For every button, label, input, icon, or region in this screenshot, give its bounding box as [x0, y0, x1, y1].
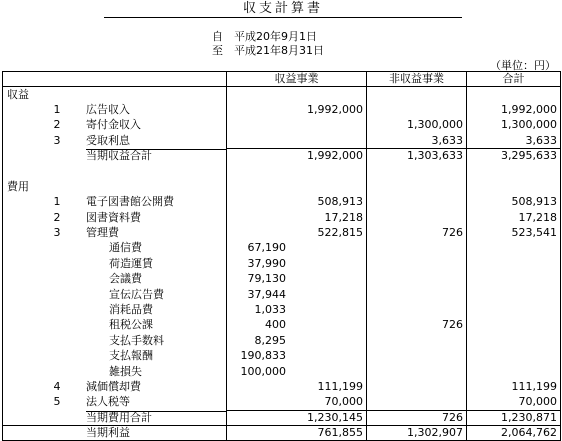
label-cell — [3, 241, 286, 256]
sub-item-amount: 79,130 — [247, 272, 286, 286]
empty-cell — [367, 87, 467, 102]
nonprofit-amount: 1,300,000 — [367, 118, 467, 133]
label-cell — [3, 87, 227, 102]
sub-item-name: 荷造運賃 — [109, 256, 153, 270]
total-name: 当期利益 — [86, 426, 130, 440]
sub-item-amount: 100,000 — [240, 364, 286, 378]
nonprofit-amount — [367, 195, 467, 210]
nonprofit-amount — [367, 349, 467, 364]
from-label: 自 — [212, 30, 223, 43]
profit-amount — [227, 133, 367, 148]
label-cell — [3, 364, 286, 379]
total-amount: 70,000 — [467, 395, 561, 410]
item-number: 1 — [53, 102, 61, 116]
line-item-row — [3, 210, 561, 225]
total-amount: 523,541 — [467, 225, 561, 240]
column-header-profit: 収益事業 — [227, 72, 367, 87]
empty-cell — [467, 302, 561, 317]
total-amount: 2,064,762 — [467, 425, 561, 440]
item-number: 4 — [53, 380, 61, 393]
profit-amount: 1,230,145 — [227, 410, 367, 425]
line-item-row — [3, 118, 561, 133]
period-to — [212, 44, 324, 58]
sub-item-amount: 8,295 — [254, 333, 286, 347]
total-amount: 111,199 — [467, 379, 561, 394]
nonprofit-amount — [367, 272, 467, 287]
sub-item-row — [3, 364, 561, 379]
profit-amount: 508,913 — [227, 195, 367, 210]
column-header-row — [3, 72, 561, 87]
sub-item-row — [3, 349, 561, 364]
item-number: 2 — [53, 210, 61, 224]
from-date: 平成20年9月1日 — [234, 30, 317, 43]
label-cell — [3, 318, 286, 333]
empty-cell — [467, 164, 561, 179]
empty-cell — [367, 179, 467, 194]
revenue-section-row — [3, 87, 561, 102]
nonprofit-amount: 726 — [367, 410, 467, 425]
empty-cell — [227, 87, 367, 102]
net-income-row — [3, 425, 561, 440]
sub-item-row — [3, 272, 561, 287]
total-name: 当期収益合計 — [86, 149, 152, 163]
nonprofit-amount — [367, 302, 467, 317]
label-cell — [3, 410, 227, 425]
nonprofit-amount — [367, 379, 467, 394]
label-cell — [3, 210, 227, 225]
total-amount: 3,633 — [467, 133, 561, 148]
item-name: 電子図書館公開費 — [86, 195, 174, 209]
nonprofit-amount — [367, 364, 467, 379]
empty-cell — [467, 179, 561, 194]
sub-item-name: 会議費 — [109, 272, 142, 286]
empty-cell — [467, 349, 561, 364]
item-name: 寄付金収入 — [86, 118, 141, 132]
item-name: 受取利息 — [86, 133, 130, 147]
revenue-subtotal-row — [3, 148, 561, 163]
nonprofit-amount — [367, 333, 467, 348]
label-cell — [3, 195, 227, 210]
label-cell — [3, 349, 286, 364]
label-cell — [3, 133, 227, 148]
total-amount: 1,300,000 — [467, 118, 561, 133]
label-cell — [3, 164, 227, 179]
sub-item-amount: 190,833 — [240, 349, 286, 363]
label-cell — [3, 395, 227, 410]
label-cell — [3, 179, 227, 194]
empty-cell — [467, 241, 561, 256]
line-item-row — [3, 225, 561, 240]
line-item-row — [3, 395, 561, 410]
label-cell — [3, 379, 227, 394]
to-label: 至 — [212, 44, 223, 57]
empty-cell — [467, 333, 561, 348]
profit-amount: 761,855 — [227, 425, 367, 440]
item-number: 3 — [53, 226, 61, 240]
statement-table — [2, 71, 561, 441]
nonprofit-amount — [367, 210, 467, 225]
item-name: 広告収入 — [86, 102, 130, 116]
nonprofit-amount: 3,633 — [367, 133, 467, 148]
nonprofit-amount: 1,303,633 — [367, 148, 467, 163]
profit-amount: 111,199 — [227, 379, 367, 394]
item-number: 5 — [53, 395, 61, 409]
total-name: 当期費用合計 — [86, 410, 152, 424]
sub-item-row — [3, 333, 561, 348]
sub-item-row — [3, 241, 561, 256]
profit-amount — [227, 118, 367, 133]
sub-item-name: 通信費 — [109, 241, 142, 255]
revenue-section-label: 収益 — [7, 87, 29, 101]
sub-item-name: 雑損失 — [109, 364, 142, 378]
to-date: 平成21年8月31日 — [234, 44, 324, 57]
sub-item-name: 租税公課 — [109, 318, 153, 332]
item-name: 管理費 — [86, 226, 119, 240]
item-number: 2 — [53, 118, 61, 132]
sub-item-name: 支払手数料 — [109, 333, 164, 347]
profit-amount: 1,992,000 — [227, 102, 367, 117]
sub-item-amount: 37,990 — [247, 256, 286, 270]
nonprofit-amount: 1,302,907 — [367, 425, 467, 440]
unit-note: （単位：円） — [490, 59, 556, 72]
empty-cell — [467, 318, 561, 333]
item-name: 減価償却費 — [86, 380, 141, 393]
column-header-nonprofit: 非収益事業 — [367, 72, 467, 87]
label-cell — [3, 148, 227, 163]
line-item-row — [3, 133, 561, 148]
sub-item-name: 支払報酬 — [109, 349, 153, 363]
sub-item-amount: 400 — [265, 318, 286, 332]
nonprofit-amount — [367, 395, 467, 410]
sub-item-name: 消耗品費 — [109, 303, 153, 317]
label-cell — [3, 256, 286, 271]
empty-cell — [467, 87, 561, 102]
label-cell — [3, 333, 286, 348]
period-from — [212, 30, 324, 44]
item-name: 図書資料費 — [86, 210, 141, 224]
line-item-row — [3, 102, 561, 117]
nonprofit-amount: 726 — [367, 318, 467, 333]
header-blank — [3, 72, 227, 87]
label-cell — [3, 272, 286, 287]
profit-amount: 17,218 — [227, 210, 367, 225]
empty-cell — [367, 164, 467, 179]
label-cell — [3, 102, 227, 117]
label-cell — [3, 287, 286, 302]
column-header-total: 合計 — [467, 72, 561, 87]
expense-section-row — [3, 179, 561, 194]
sub-item-row — [3, 256, 561, 271]
empty-cell — [467, 364, 561, 379]
label-cell — [3, 302, 286, 317]
nonprofit-amount — [367, 287, 467, 302]
total-amount: 17,218 — [467, 210, 561, 225]
sub-item-name: 宣伝広告費 — [109, 287, 164, 301]
sub-item-row — [3, 318, 561, 333]
empty-cell — [227, 179, 367, 194]
sub-item-row — [3, 287, 561, 302]
period-block — [212, 30, 324, 58]
sub-item-row — [3, 302, 561, 317]
label-cell — [3, 225, 227, 240]
item-number: 3 — [53, 133, 61, 147]
nonprofit-amount: 726 — [367, 225, 467, 240]
nonprofit-amount — [367, 102, 467, 117]
item-name: 法人税等 — [86, 395, 130, 409]
line-item-row — [3, 195, 561, 210]
total-amount: 3,295,633 — [467, 148, 561, 163]
label-cell — [3, 425, 227, 440]
empty-cell — [227, 164, 367, 179]
profit-amount: 70,000 — [227, 395, 367, 410]
item-number: 1 — [53, 195, 61, 209]
expense-subtotal-row — [3, 410, 561, 425]
empty-cell — [467, 256, 561, 271]
total-amount: 508,913 — [467, 195, 561, 210]
total-amount: 1,230,871 — [467, 410, 561, 425]
sub-item-amount: 1,033 — [254, 303, 286, 317]
line-item-row — [3, 379, 561, 394]
nonprofit-amount — [367, 256, 467, 271]
profit-amount: 1,992,000 — [227, 148, 367, 163]
statement-title: 収支計算書 — [242, 1, 323, 16]
spacer-row — [3, 164, 561, 179]
empty-cell — [467, 287, 561, 302]
sub-item-amount: 67,190 — [247, 241, 286, 255]
profit-amount: 522,815 — [227, 225, 367, 240]
expense-section-label: 費用 — [7, 179, 29, 193]
nonprofit-amount — [367, 241, 467, 256]
title-underline — [104, 17, 462, 18]
total-amount: 1,992,000 — [467, 102, 561, 117]
empty-cell — [467, 272, 561, 287]
sub-item-amount: 37,944 — [247, 287, 286, 301]
label-cell — [3, 118, 227, 133]
